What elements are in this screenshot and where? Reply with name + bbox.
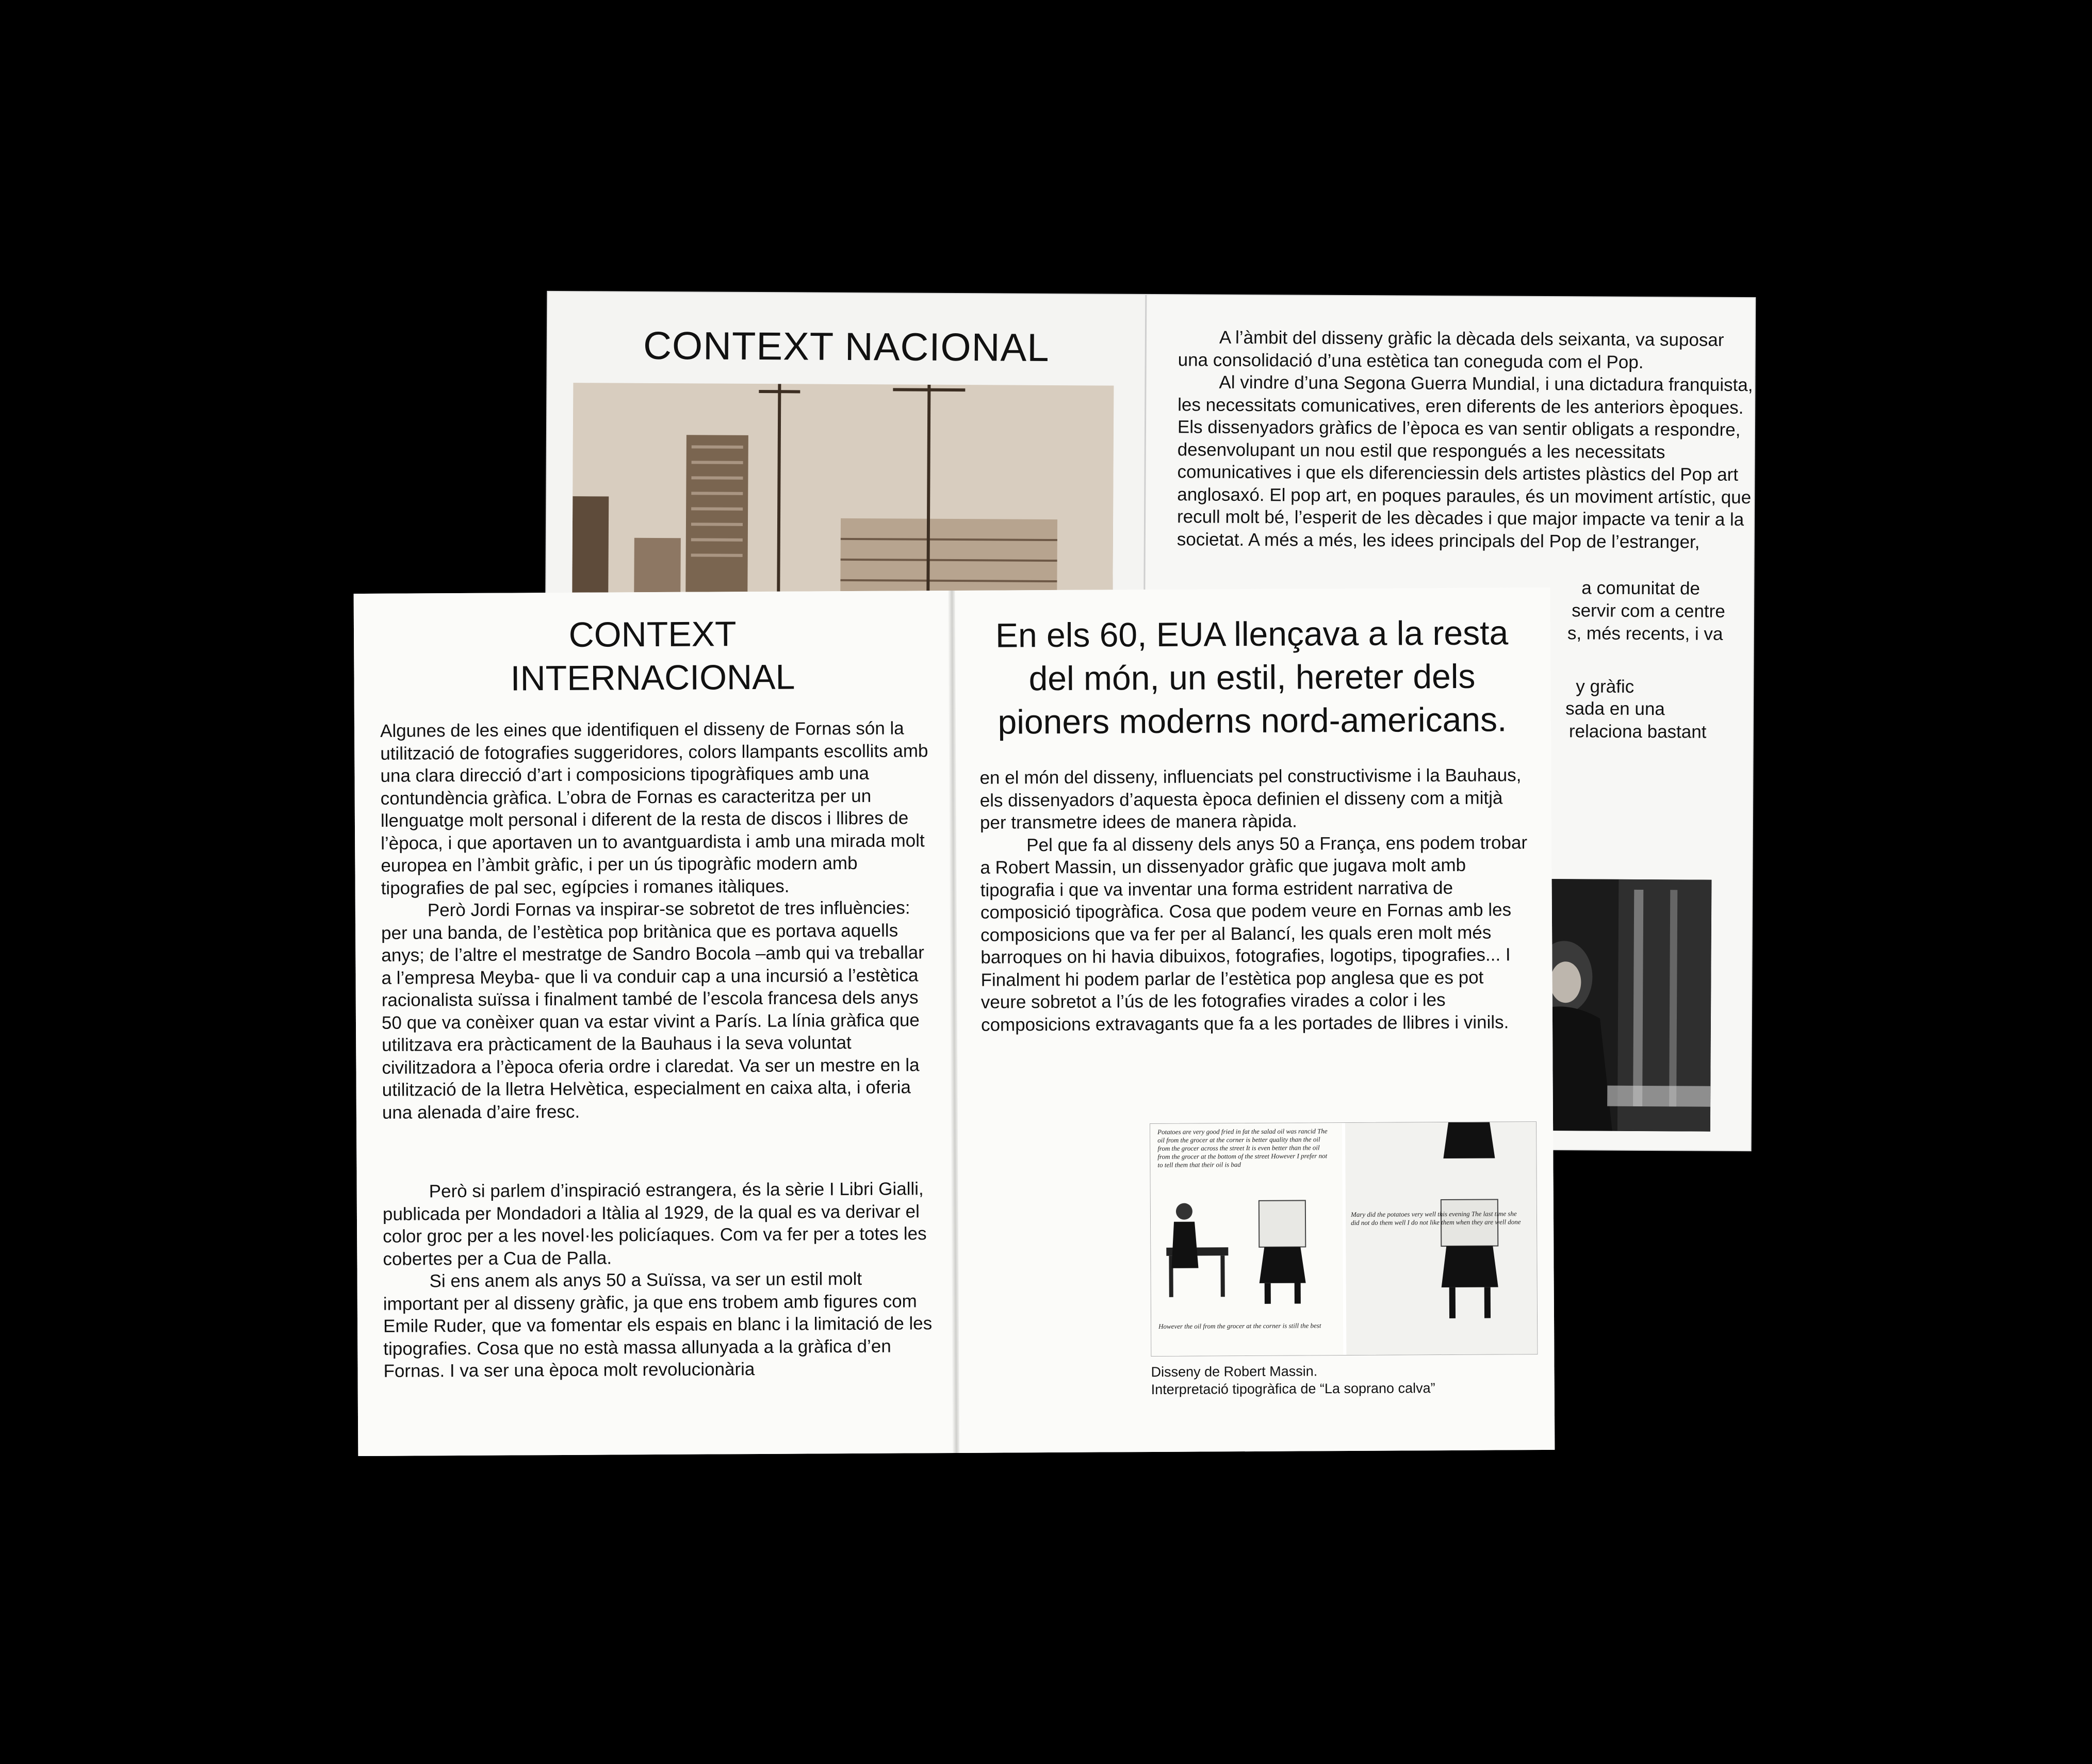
title-line-1: CONTEXT — [568, 614, 737, 655]
right-headline: En els 60, EUA llençava a la resta del món, un estil, hereter dels pioners moderns nord-americans. — [995, 613, 1509, 741]
figure-newspaper-reader-illustration — [1433, 1122, 1511, 1354]
massin-figure — [1150, 1121, 1538, 1357]
left-paragraph: Si ens anem als anys 50 a Suïssa, va ser un estil molt important per al disseny gràfic, ja que ens trobem amb figures com Emile Ruder, que va fomentar els espais en blanc i la limitació de les tipografies. Cosa que no està massa allunyada a la gràfica d’en Fornas. I va ser una època molt revolucionària — [383, 1268, 933, 1381]
figure-text: Mary did the potatoes very well this evening The last time she did not do them well I do not like them when they are well done — [1350, 1210, 1521, 1227]
front-right-page — [955, 587, 1555, 1453]
left-paragraph: Algunes de les eines que identifiquen el disseny de Fornas són la utilització de fotografies suggeridores, colors llampants escollits amb una clara direcció d’art i composicions tipogràfiques amb una contundència gràfica. L’obra de Fornas es caracteritza per un llenguatge molt personal i diferent de la resta de discos i llibres de l’època, i que aportaven un to avantguardista i amb una mirada molt europea en l’àmbit gràfic, i per un ús tipogràfic modern amb tipografies de pal sec, egípcies i romanes itàliques. — [380, 718, 928, 899]
back-fragment: a comunitat de — [1581, 578, 1701, 599]
context-nacional-title: CONTEXT NACIONAL — [643, 323, 1050, 370]
figure-text: Potatoes are very good fried in fat the salad oil was rancid The oil from the grocer at the corner is better quality than the oil from the grocer across the street It is even better than the oil from the grocer at the bottom of the street However I prefer not to tell them that their oil is bad — [1157, 1127, 1328, 1169]
left-paragraph: Però si parlem d’inspiració estrangera, és la sèrie I Libri Gialli, publicada per Mondadori a Itàlia al 1929, de la qual es va derivar el color groc per a les novel·les policíaques. Com va fer per a totes les cobertes per a Cua de Palla. — [382, 1179, 927, 1269]
back-fragment: relaciona bastant — [1568, 721, 1707, 742]
figure-text: However the oil from the grocer at the corner is still the best — [1158, 1321, 1321, 1330]
context-internacional-title — [354, 611, 952, 701]
back-paragraph: Al vindre d’una Segona Guerra Mundial, i una dictadura franquista, les necessitats comunicatives, eren diferents de les anteriors èpoques. Els dissenyadors gràfics de l’època es van sentir obligats a respondre, desenvolupant un nou estil que respongués a les necessitats comunicatives i que els diferenciessin dels artistes plàstics del Pop art anglosaxó. El pop art, en poques paraules, és un moviment artístic, que recull molt bé, l’esperit de les dècades i que major impacte va tenir a la societat. A més a més, les idees principals del Pop de l’estranger, — [1176, 372, 1753, 552]
left-paragraph: Però Jordi Fornas va inspirar-se sobretot de tres influències: per una banda, de l’estètica pop britànica que es portava aquells anys; de l’altre el mestratge de Sandro Bocola –amb qui va treballar a l’empresa Meyba- que li va conduir cap a una incursió a l’estètica racionalista suïssa i finalment també de l’escola francesa dels anys 50 que va conèixer quan va estar vivint a París. La línia gràfica que utilitzava era pràcticament de la Bauhaus i la seva voluntat civilitzadora a l’època oferia ordre i claredat. Va ser un mestre en la utilització de la lletra Helvètica, especialment en caixa alta, i oferia una alenada d’aire fresc. — [381, 897, 924, 1123]
caption-line-2: Interpretació tipogràfica de “La soprano calva” — [1151, 1380, 1435, 1398]
back-fragment: servir com a centre — [1572, 600, 1725, 622]
caption-line-1: Disseny de Robert Massin. — [1151, 1363, 1318, 1380]
back-fragment: sada en una — [1565, 698, 1665, 720]
right-paragraph: Pel que fa al disseny dels anys 50 a França, ens podem trobar a Robert Massin, un dissenyador gràfic que jugava molt amb tipografia i que va inventar una forma estrident narrativa de composició tipogràfica. Cosa que podem veure en Fornas amb les composicions que va fer per al Balancí, les quals eren molt més barroques on hi havia dibuixos, fotografies, logotips, tipografies... I Finalment hi podem parlar de l’estètica pop anglesa que es pot veure sobretot a l’ús de les fotografies virades a color i les composicions extravagants que fa a les portades de llibres i vinils. — [980, 832, 1528, 1035]
figure-seated-people-illustration — [1161, 1190, 1332, 1310]
figure-left-page — [1150, 1123, 1343, 1356]
front-left-page — [354, 591, 956, 1456]
back-right-text — [1177, 326, 1756, 553]
front-right-text — [979, 764, 1533, 1036]
figure-caption — [1151, 1361, 1512, 1398]
figure-right-page — [1345, 1122, 1537, 1355]
title-line-2: INTERNACIONAL — [510, 657, 795, 698]
back-paragraph: A l’àmbit del disseny gràfic la dècada dels seixanta, va suposar una consolidació d’una estètica tan coneguda com el Pop. — [1178, 327, 1724, 372]
front-booklet-spread — [354, 587, 1555, 1456]
right-paragraph: en el món del disseny, influenciats pel constructivisme i la Bauhaus, els dissenyadors d’aquesta època definien el disseny com a mitjà per transmetre idees de manera ràpida. — [979, 765, 1522, 833]
front-left-text — [380, 717, 936, 1382]
back-fragment: s, més recents, i va — [1567, 623, 1723, 644]
back-fragment: y gràfic — [1576, 676, 1635, 697]
